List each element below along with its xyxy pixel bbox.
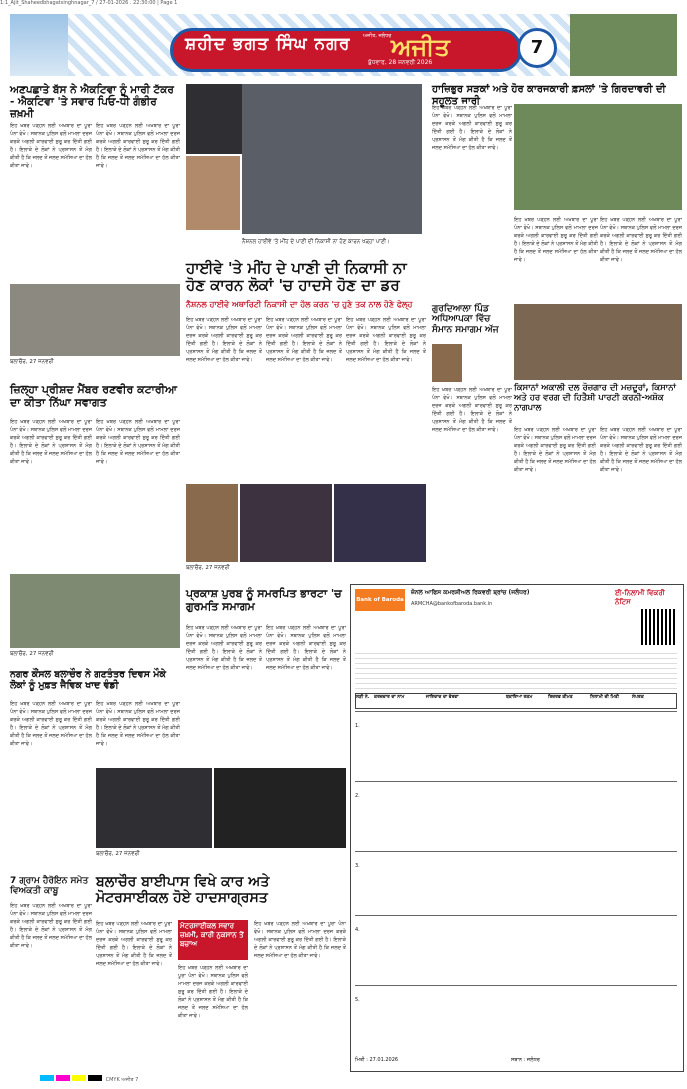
motorcycle-photo bbox=[96, 768, 212, 848]
col-reserve: ਰਿਜ਼ਰਵ ਕੀਮਤ bbox=[548, 695, 573, 700]
magenta-swatch bbox=[56, 1075, 70, 1081]
story-6-body-1: ਇਹ ਖ਼ਬਰ ਪੜ੍ਹਨ ਲਈ ਅਖ਼ਬਾਰ ਦਾ ਪੂਰਾ ਪੰਨਾ ਵੇਖੋ। ਸਥਾਨਕ ਪੁਲਿਸ ਵਲੋਂ ਮਾਮਲਾ ਦਰਜ ਕਰਕੇ ਅਗਲੀ ਕਾਰਵਾਈ ਸ਼ੁਰੂ ਕਰ ਦਿੱਤੀ ਗਈ ਹੈ। ਇਲਾਕੇ ਦੇ ਲੋਕਾਂ ਨੇ ਪ੍ਰਸ਼ਾਸਨ ਤੋਂ ਮੰਗ ਕੀਤੀ ਹੈ ਕਿ ਜਲਦ ਤੋਂ ਜਲਦ ਸਮੱਸਿਆ ਦਾ ਹੱਲ ਕੀਤਾ ਜਾਵੇ। bbox=[514, 427, 596, 473]
story-5-body: ਇਹ ਖ਼ਬਰ ਪੜ੍ਹਨ ਲਈ ਅਖ਼ਬਾਰ ਦਾ ਪੂਰਾ ਪੰਨਾ ਵੇਖੋ। ਸਥਾਨਕ ਪੁਲਿਸ ਵਲੋਂ ਮਾਮਲਾ ਦਰਜ ਕਰਕੇ ਅਗਲੀ ਕਾਰਵਾਈ ਸ਼ੁਰੂ ਕਰ ਦਿੱਤੀ ਗਈ ਹੈ। ਇਲਾਕੇ ਦੇ ਲੋਕਾਂ ਨੇ ਪ੍ਰਸ਼ਾਸਨ ਤੋਂ ਮੰਗ ਕੀਤੀ ਹੈ ਕਿ ਜਲਦ ਤੋਂ ਜਲਦ ਸਮੱਸਿਆ ਦਾ ਹੱਲ ਕੀਤਾ ਜਾਵੇ। bbox=[432, 387, 512, 433]
story-10-body-2: ਇਹ ਖ਼ਬਰ ਪੜ੍ਹਨ ਲਈ ਅਖ਼ਬਾਰ ਦਾ ਪੂਰਾ ਪੰਨਾ ਵੇਖੋ। ਸਥਾਨਕ ਪੁਲਿਸ ਵਲੋਂ ਮਾਮਲਾ ਦਰਜ ਕਰਕੇ ਅਗਲੀ ਕਾਰਵਾਈ ਸ਼ੁਰੂ ਕਰ ਦਿੱਤੀ ਗਈ ਹੈ। ਇਲਾਕੇ ਦੇ ਲੋਕਾਂ ਨੇ ਪ੍ਰਸ਼ਾਸਨ ਤੋਂ ਮੰਗ ਕੀਤੀ ਹੈ ਕਿ ਜਲਦ ਤੋਂ ਜਲਦ ਸਮੱਸਿਆ ਦਾ ਹੱਲ ਕੀਤਾ ਜਾਵੇ। bbox=[178, 965, 248, 1019]
col-property: ਜਾਇਦਾਦ ਦਾ ਵੇਰਵਾ bbox=[426, 695, 459, 700]
story-2-body-2: ਇਹ ਖ਼ਬਰ ਪੜ੍ਹਨ ਲਈ ਅਖ਼ਬਾਰ ਦਾ ਪੂਰਾ ਪੰਨਾ ਵੇਖੋ। ਸਥਾਨਕ ਪੁਲਿਸ ਵਲੋਂ ਮਾਮਲਾ ਦਰਜ ਕਰਕੇ ਅਗਲੀ ਕਾਰਵਾਈ ਸ਼ੁਰੂ ਕਰ ਦਿੱਤੀ ਗਈ ਹੈ। ਇਲਾਕੇ ਦੇ ਲੋਕਾਂ ਨੇ ਪ੍ਰਸ਼ਾਸਨ ਤੋਂ ਮੰਗ ਕੀਤੀ ਹੈ ਕਿ ਜਲਦ ਤੋਂ ਜਲਦ ਸਮੱਸਿਆ ਦਾ ਹੱਲ ਕੀਤਾ ਜਾਵੇ। bbox=[266, 317, 342, 363]
story-5-headline: ਗੁਰਦਿਆਲਾ ਪਿੰਡ ਅਧਿਆਪਕਾ ਵਿੱਚ ਸੰਮਾਨ ਸਮਾਗਮ ਅੱਜ bbox=[432, 304, 499, 335]
table-row bbox=[355, 711, 677, 782]
story-7-body-2: ਇਹ ਖ਼ਬਰ ਪੜ੍ਹਨ ਲਈ ਅਖ਼ਬਾਰ ਦਾ ਪੂਰਾ ਪੰਨਾ ਵੇਖੋ। ਸਥਾਨਕ ਪੁਲਿਸ ਵਲੋਂ ਮਾਮਲਾ ਦਰਜ ਕਰਕੇ ਅਗਲੀ ਕਾਰਵਾਈ ਸ਼ੁਰੂ ਕਰ ਦਿੱਤੀ ਗਈ ਹੈ। ਇਲਾਕੇ ਦੇ ਲੋਕਾਂ ਨੇ ਪ੍ਰਸ਼ਾਸਨ ਤੋਂ ਮੰਗ ਕੀਤੀ ਹੈ ਕਿ ਜਲਦ ਤੋਂ ਜਲਦ ਸਮੱਸਿਆ ਦਾ ਹੱਲ ਕੀਤਾ ਜਾਵੇ। bbox=[266, 625, 346, 671]
story-9-headline: 7 ਗ੍ਰਾਮ ਹੈਰੋਇਨ ਸਮੇਤ ਵਿਅਕਤੀ ਕਾਬੂ bbox=[10, 876, 89, 897]
col-date: ਨਿਲਾਮੀ ਦੀ ਮਿਤੀ bbox=[590, 695, 620, 700]
story-3-body: ਇਹ ਖ਼ਬਰ ਪੜ੍ਹਨ ਲਈ ਅਖ਼ਬਾਰ ਦਾ ਪੂਰਾ ਪੰਨਾ ਵੇਖੋ। ਸਥਾਨਕ ਪੁਲਿਸ ਵਲੋਂ ਮਾਮਲਾ ਦਰਜ ਕਰਕੇ ਅਗਲੀ ਕਾਰਵਾਈ ਸ਼ੁਰੂ ਕਰ ਦਿੱਤੀ ਗਈ ਹੈ। ਇਲਾਕੇ ਦੇ ਲੋਕਾਂ ਨੇ ਪ੍ਰਸ਼ਾਸਨ ਤੋਂ ਮੰਗ ਕੀਤੀ ਹੈ ਕਿ ਜਲਦ ਤੋਂ ਜਲਦ ਸਮੱਸਿਆ ਦਾ ਹੱਲ ਕੀਤਾ ਜਾਵੇ। bbox=[432, 105, 512, 151]
story-10-body-3: ਇਹ ਖ਼ਬਰ ਪੜ੍ਹਨ ਲਈ ਅਖ਼ਬਾਰ ਦਾ ਪੂਰਾ ਪੰਨਾ ਵੇਖੋ। ਸਥਾਨਕ ਪੁਲਿਸ ਵਲੋਂ ਮਾਮਲਾ ਦਰਜ ਕਰਕੇ ਅਗਲੀ ਕਾਰਵਾਈ ਸ਼ੁਰੂ ਕਰ ਦਿੱਤੀ ਗਈ ਹੈ। ਇਲਾਕੇ ਦੇ ਲੋਕਾਂ ਨੇ ਪ੍ਰਸ਼ਾਸਨ ਤੋਂ ਮੰਗ ਕੀਤੀ ਹੈ ਕਿ ਜਲਦ ਤੋਂ ਜਲਦ ਸਮੱਸਿਆ ਦਾ ਹੱਲ ਕੀਤਾ ਜਾਵੇ। bbox=[254, 921, 346, 959]
samagam-photo-3 bbox=[334, 484, 426, 562]
black-swatch bbox=[88, 1075, 102, 1081]
ad-email: ARMCHA@bankofbaroda.bank.in bbox=[411, 601, 493, 607]
car-photo bbox=[214, 768, 346, 848]
col-contact: ਸੰਪਰਕ bbox=[632, 695, 644, 700]
story-2-subhead: ਨੈਸ਼ਨਲ ਹਾਈਵੇ ਅਥਾਰਿਟੀ ਨਿਕਾਸੀ ਦਾ ਹੱਲ ਕਰਨ 'ਚ ਹੁਣੇ ਤਕ ਨਾਲ ਹੋਣੇ ਫੇਲ੍ਹ bbox=[186, 300, 413, 309]
table-row bbox=[355, 985, 677, 1046]
ad-terms-text bbox=[355, 649, 677, 689]
story-7-body-1: ਇਹ ਖ਼ਬਰ ਪੜ੍ਹਨ ਲਈ ਅਖ਼ਬਾਰ ਦਾ ਪੂਰਾ ਪੰਨਾ ਵੇਖੋ। ਸਥਾਨਕ ਪੁਲਿਸ ਵਲੋਂ ਮਾਮਲਾ ਦਰਜ ਕਰਕੇ ਅਗਲੀ ਕਾਰਵਾਈ ਸ਼ੁਰੂ ਕਰ ਦਿੱਤੀ ਗਈ ਹੈ। ਇਲਾਕੇ ਦੇ ਲੋਕਾਂ ਨੇ ਪ੍ਰਸ਼ਾਸਨ ਤੋਂ ਮੰਗ ਕੀਤੀ ਹੈ ਕਿ ਜਲਦ ਤੋਂ ਜਲਦ ਸਮੱਸਿਆ ਦਾ ਹੱਲ ਕੀਤਾ ਜਾਵੇ। bbox=[186, 625, 262, 671]
field-inspection-photo bbox=[514, 104, 682, 210]
meeting-photo bbox=[514, 304, 682, 380]
ad-table-header bbox=[355, 693, 677, 709]
qr-code-icon bbox=[641, 609, 677, 645]
row-number: 5. bbox=[355, 997, 360, 1003]
masthead bbox=[10, 14, 677, 76]
table-row bbox=[355, 781, 677, 852]
col-serial: ਲੜੀ ਨੰ. bbox=[356, 695, 370, 700]
accident-caption: ਬਲਾਚੌਰ, 27 ਜਨਵਰੀ bbox=[96, 851, 140, 857]
bottom-bar bbox=[0, 1075, 687, 1089]
bank-auction-ad bbox=[350, 584, 684, 1072]
bottom-label: CMYK ਅਜੀਤ 7 bbox=[105, 1077, 139, 1083]
row-number: 4. bbox=[355, 927, 360, 933]
story-3-headline: ਹਾਜ਼ਿਭੁਰ ਸੜਕਾਂ ਅਤੇ ਹੋਰ ਕਾਰਜਕਾਰੀ ਫ਼ਸਲਾਂ 'ਤੇ ਗਿਰਦਾਵਰੀ ਦੀ ਸਹੂਲਤ ਜਾਰੀ bbox=[432, 84, 666, 107]
story-4-body-1: ਇਹ ਖ਼ਬਰ ਪੜ੍ਹਨ ਲਈ ਅਖ਼ਬਾਰ ਦਾ ਪੂਰਾ ਪੰਨਾ ਵੇਖੋ। ਸਥਾਨਕ ਪੁਲਿਸ ਵਲੋਂ ਮਾਮਲਾ ਦਰਜ ਕਰਕੇ ਅਗਲੀ ਕਾਰਵਾਈ ਸ਼ੁਰੂ ਕਰ ਦਿੱਤੀ ਗਈ ਹੈ। ਇਲਾਕੇ ਦੇ ਲੋਕਾਂ ਨੇ ਪ੍ਰਸ਼ਾਸਨ ਤੋਂ ਮੰਗ ਕੀਤੀ ਹੈ ਕਿ ਜਲਦ ਤੋਂ ਜਲਦ ਸਮੱਸਿਆ ਦਾ ਹੱਲ ਕੀਤਾ ਜਾਵੇ। bbox=[10, 419, 92, 465]
row-number: 1. bbox=[355, 723, 360, 729]
statue-photo bbox=[10, 14, 68, 76]
story-1-body: ਇਹ ਖ਼ਬਰ ਪੜ੍ਹਨ ਲਈ ਅਖ਼ਬਾਰ ਦਾ ਪੂਰਾ ਪੰਨਾ ਵੇਖੋ। ਸਥਾਨਕ ਪੁਲਿਸ ਵਲੋਂ ਮਾਮਲਾ ਦਰਜ ਕਰਕੇ ਅਗਲੀ ਕਾਰਵਾਈ ਸ਼ੁਰੂ ਕਰ ਦਿੱਤੀ ਗਈ ਹੈ। ਇਲਾਕੇ ਦੇ ਲੋਕਾਂ ਨੇ ਪ੍ਰਸ਼ਾਸਨ ਤੋਂ ਮੰਗ ਕੀਤੀ ਹੈ ਕਿ ਜਲਦ ਤੋਂ ਜਲਦ ਸਮੱਸਿਆ ਦਾ ਹੱਲ ਕੀਤਾ ਜਾਵੇ। bbox=[10, 123, 92, 169]
masthead-title: ਸ਼ਹੀਦ ਭਗਤ ਸਿੰਘ ਨਗਰ bbox=[185, 34, 351, 54]
row-number: 2. bbox=[355, 793, 360, 799]
photo-caption-1: ਬਲਾਚੌਰ, 27 ਜਨਵਰੀ bbox=[10, 359, 54, 365]
masthead-brand: ਅਜੀਤ bbox=[391, 33, 450, 61]
story-10-headline: ਬਲਾਚੌਰ ਬਾਈਪਾਸ ਵਿਖੇ ਕਾਰ ਅਤੇ ਮੋਟਰਸਾਈਕਲ ਹੋਏ ਹਾਦਸਾਗ੍ਰਸਤ bbox=[96, 874, 270, 907]
masthead-subtitle: ਅਜੀਤ, ਜਲੰਧਰ bbox=[363, 33, 392, 39]
story-1-headline: ਅਣਪਛਾਤੇ ਬੱਸ ਨੇ ਐਕਟਿਵਾ ਨੂੰ ਮਾਰੀ ਟੱਕਰ - ਐਕਟਿਵਾ 'ਤੇ ਸਵਾਰ ਪਿਓ-ਧੀ ਗੰਭੀਰ ਜ਼ਖ਼ਮੀ bbox=[10, 84, 174, 121]
page-number: 7 bbox=[517, 28, 557, 68]
cyan-swatch bbox=[40, 1075, 54, 1081]
story-3-body-3: ਇਹ ਖ਼ਬਰ ਪੜ੍ਹਨ ਲਈ ਅਖ਼ਬਾਰ ਦਾ ਪੂਰਾ ਪੰਨਾ ਵੇਖੋ। ਸਥਾਨਕ ਪੁਲਿਸ ਵਲੋਂ ਮਾਮਲਾ ਦਰਜ ਕਰਕੇ ਅਗਲੀ ਕਾਰਵਾਈ ਸ਼ੁਰੂ ਕਰ ਦਿੱਤੀ ਗਈ ਹੈ। ਇਲਾਕੇ ਦੇ ਲੋਕਾਂ ਨੇ ਪ੍ਰਸ਼ਾਸਨ ਤੋਂ ਮੰਗ ਕੀਤੀ ਹੈ ਕਿ ਜਲਦ ਤੋਂ ਜਲਦ ਸਮੱਸਿਆ ਦਾ ਹੱਲ ਕੀਤਾ ਜਾਵੇ। bbox=[600, 217, 682, 263]
story-10-highlight-box: ਮੋਟਰਸਾਈਕਲ ਸਵਾਰ ਜ਼ਖ਼ਮੀ, ਕਾਰੀ ਨੁਕਸਾਨ ਤੋਂ ਬਚਾਅ bbox=[178, 920, 248, 960]
table-row bbox=[355, 915, 677, 986]
ad-title: ਈ-ਨਿਲਾਮੀ ਵਿਕਰੀ ਨੋਟਿਸ bbox=[615, 589, 665, 606]
flooded-road-photo bbox=[242, 84, 422, 234]
masthead-date: ਬੁੱਧਵਾਰ, 28 ਜਨਵਰੀ 2026 bbox=[368, 59, 433, 66]
story-1-body-2: ਇਹ ਖ਼ਬਰ ਪੜ੍ਹਨ ਲਈ ਅਖ਼ਬਾਰ ਦਾ ਪੂਰਾ ਪੰਨਾ ਵੇਖੋ। ਸਥਾਨਕ ਪੁਲਿਸ ਵਲੋਂ ਮਾਮਲਾ ਦਰਜ ਕਰਕੇ ਅਗਲੀ ਕਾਰਵਾਈ ਸ਼ੁਰੂ ਕਰ ਦਿੱਤੀ ਗਈ ਹੈ। ਇਲਾਕੇ ਦੇ ਲੋਕਾਂ ਨੇ ਪ੍ਰਸ਼ਾਸਨ ਤੋਂ ਮੰਗ ਕੀਤੀ ਹੈ ਕਿ ਜਲਦ ਤੋਂ ਜਲਦ ਸਮੱਸਿਆ ਦਾ ਹੱਲ ਕੀਤਾ ਜਾਵੇ। bbox=[96, 123, 180, 169]
group-photo-1 bbox=[10, 284, 180, 356]
ad-footer-date: ਮਿਤੀ : 27.01.2026 bbox=[355, 1057, 399, 1063]
story-8-body-2: ਇਹ ਖ਼ਬਰ ਪੜ੍ਹਨ ਲਈ ਅਖ਼ਬਾਰ ਦਾ ਪੂਰਾ ਪੰਨਾ ਵੇਖੋ। ਸਥਾਨਕ ਪੁਲਿਸ ਵਲੋਂ ਮਾਮਲਾ ਦਰਜ ਕਰਕੇ ਅਗਲੀ ਕਾਰਵਾਈ ਸ਼ੁਰੂ ਕਰ ਦਿੱਤੀ ਗਈ ਹੈ। ਇਲਾਕੇ ਦੇ ਲੋਕਾਂ ਨੇ ਪ੍ਰਸ਼ਾਸਨ ਤੋਂ ਮੰਗ ਕੀਤੀ ਹੈ ਕਿ ਜਲਦ ਤੋਂ ਜਲਦ ਸਮੱਸਿਆ ਦਾ ਹੱਲ ਕੀਤਾ ਜਾਵੇ। bbox=[96, 701, 180, 747]
story-7-headline: ਪ੍ਰਕਾਸ਼ ਪੁਰਬ ਨੂੰ ਸਮਰਪਿਤ ਭਾਰਟਾ 'ਚ ਗੁਰਮਤਿ ਸਮਾਗਮ bbox=[186, 587, 342, 613]
samagam-caption: ਬਲਾਚੌਰ, 27 ਜਨਵਰੀ bbox=[186, 565, 230, 571]
samagam-photo-2 bbox=[240, 484, 332, 562]
highway-caption: ਨੈਸ਼ਨਲ ਹਾਈਵੇ 'ਤੇ ਮੀਂਹ ਦੇ ਪਾਣੀ ਦੀ ਨਿਕਾਸੀ ਨਾ ਹੋਣ ਕਾਰਨ ਖੜ੍ਹਾ ਪਾਣੀ। bbox=[242, 239, 390, 245]
story-4-headline: ਜ਼ਿਲ੍ਹਾ ਪ੍ਰੀਸ਼ਦ ਮੈਂਬਰ ਰਣਵੀਰ ਕਟਾਰੀਆ ਦਾ ਕੀਤਾ ਨਿੱਘਾ ਸਵਾਗਤ bbox=[10, 383, 177, 409]
story-2-headline: ਹਾਈਵੇ 'ਤੇ ਮੀਂਹ ਦੇ ਪਾਣੀ ਦੀ ਨਿਕਾਸੀ ਨਾ ਹੋਣ ਕਾਰਨ ਲੋਕਾਂ 'ਚ ਹਾਦਸੇ ਹੋਣ ਦਾ ਡਰ bbox=[186, 259, 407, 295]
file-header: 1:1_Ajit_Shaheedbhagatsinghnagar_7 / 27-01-2026 . 22:30:00 | Page 1 bbox=[0, 0, 178, 6]
ad-footer-place: ਸਥਾਨ : ਜਲੰਧਰ bbox=[511, 1057, 540, 1063]
yellow-swatch bbox=[72, 1075, 86, 1081]
table-row bbox=[355, 851, 677, 916]
council-photo bbox=[10, 574, 180, 648]
story-9-body: ਇਹ ਖ਼ਬਰ ਪੜ੍ਹਨ ਲਈ ਅਖ਼ਬਾਰ ਦਾ ਪੂਰਾ ਪੰਨਾ ਵੇਖੋ। ਸਥਾਨਕ ਪੁਲਿਸ ਵਲੋਂ ਮਾਮਲਾ ਦਰਜ ਕਰਕੇ ਅਗਲੀ ਕਾਰਵਾਈ ਸ਼ੁਰੂ ਕਰ ਦਿੱਤੀ ਗਈ ਹੈ। ਇਲਾਕੇ ਦੇ ਲੋਕਾਂ ਨੇ ਪ੍ਰਸ਼ਾਸਨ ਤੋਂ ਮੰਗ ਕੀਤੀ ਹੈ ਕਿ ਜਲਦ ਤੋਂ ਜਲਦ ਸਮੱਸਿਆ ਦਾ ਹੱਲ ਕੀਤਾ ਜਾਵੇ। bbox=[10, 903, 92, 949]
council-caption: ਬਲਾਚੌਰ, 27 ਜਨਵਰੀ bbox=[10, 651, 54, 657]
ad-header: ਜ਼ੋਨਲ ਆਫਿਸ ਕਮਰਸ਼ੀਅਲ ਰਿਕਵਰੀ ਬ੍ਰਾਂਚ (ਜਲੰਧਰ) bbox=[411, 589, 530, 596]
story-6-headline: ਕਿਸਾਨਾਂ ਅਕਾਲੀ ਦਲ ਰੋਜ਼ਗਾਰ ਦੀ ਮਜ਼ਦੂਰਾਂ, ਕਿਸਾਨਾਂ ਅਤੇ ਹਰ ਵਰਗ ਦੀ ਹਿਤੈਸ਼ੀ ਪਾਰਟੀ ਕਰਨੀ-ਅਸ਼ੋਕ ਨਾਗਪਾਲ bbox=[514, 383, 676, 413]
samagam-photo-1 bbox=[186, 484, 238, 562]
story-3-body-2: ਇਹ ਖ਼ਬਰ ਪੜ੍ਹਨ ਲਈ ਅਖ਼ਬਾਰ ਦਾ ਪੂਰਾ ਪੰਨਾ ਵੇਖੋ। ਸਥਾਨਕ ਪੁਲਿਸ ਵਲੋਂ ਮਾਮਲਾ ਦਰਜ ਕਰਕੇ ਅਗਲੀ ਕਾਰਵਾਈ ਸ਼ੁਰੂ ਕਰ ਦਿੱਤੀ ਗਈ ਹੈ। ਇਲਾਕੇ ਦੇ ਲੋਕਾਂ ਨੇ ਪ੍ਰਸ਼ਾਸਨ ਤੋਂ ਮੰਗ ਕੀਤੀ ਹੈ ਕਿ ਜਲਦ ਤੋਂ ਜਲਦ ਸਮੱਸਿਆ ਦਾ ਹੱਲ ਕੀਤਾ ਜਾਵੇ। bbox=[514, 217, 598, 263]
col-borrower: ਕਰਜ਼ਦਾਰ ਦਾ ਨਾਮ bbox=[374, 695, 405, 700]
story-8-headline: ਨਗਰ ਕੌਂਸਲ ਬਲਾਚੌਰ ਨੇ ਗਣਤੰਤਰ ਦਿਵਸ ਮੌਕੇ ਲੋਕਾਂ ਨੂੰ ਮੁਫ਼ਤ ਜੈਵਿਕ ਖਾਦ ਵੰਡੀ bbox=[10, 669, 167, 691]
story-4-body-2: ਇਹ ਖ਼ਬਰ ਪੜ੍ਹਨ ਲਈ ਅਖ਼ਬਾਰ ਦਾ ਪੂਰਾ ਪੰਨਾ ਵੇਖੋ। ਸਥਾਨਕ ਪੁਲਿਸ ਵਲੋਂ ਮਾਮਲਾ ਦਰਜ ਕਰਕੇ ਅਗਲੀ ਕਾਰਵਾਈ ਸ਼ੁਰੂ ਕਰ ਦਿੱਤੀ ਗਈ ਹੈ। ਇਲਾਕੇ ਦੇ ਲੋਕਾਂ ਨੇ ਪ੍ਰਸ਼ਾਸਨ ਤੋਂ ਮੰਗ ਕੀਤੀ ਹੈ ਕਿ ਜਲਦ ਤੋਂ ਜਲਦ ਸਮੱਸਿਆ ਦਾ ਹੱਲ ਕੀਤਾ ਜਾਵੇ। bbox=[96, 419, 180, 465]
row-number: 3. bbox=[355, 863, 360, 869]
masthead-right-photo bbox=[570, 14, 677, 76]
portrait-photo bbox=[186, 156, 240, 230]
story-2-body-1: ਇਹ ਖ਼ਬਰ ਪੜ੍ਹਨ ਲਈ ਅਖ਼ਬਾਰ ਦਾ ਪੂਰਾ ਪੰਨਾ ਵੇਖੋ। ਸਥਾਨਕ ਪੁਲਿਸ ਵਲੋਂ ਮਾਮਲਾ ਦਰਜ ਕਰਕੇ ਅਗਲੀ ਕਾਰਵਾਈ ਸ਼ੁਰੂ ਕਰ ਦਿੱਤੀ ਗਈ ਹੈ। ਇਲਾਕੇ ਦੇ ਲੋਕਾਂ ਨੇ ਪ੍ਰਸ਼ਾਸਨ ਤੋਂ ਮੰਗ ਕੀਤੀ ਹੈ ਕਿ ਜਲਦ ਤੋਂ ਜਲਦ ਸਮੱਸਿਆ ਦਾ ਹੱਲ ਕੀਤਾ ਜਾਵੇ। bbox=[186, 317, 262, 363]
story-10-body-1: ਇਹ ਖ਼ਬਰ ਪੜ੍ਹਨ ਲਈ ਅਖ਼ਬਾਰ ਦਾ ਪੂਰਾ ਪੰਨਾ ਵੇਖੋ। ਸਥਾਨਕ ਪੁਲਿਸ ਵਲੋਂ ਮਾਮਲਾ ਦਰਜ ਕਰਕੇ ਅਗਲੀ ਕਾਰਵਾਈ ਸ਼ੁਰੂ ਕਰ ਦਿੱਤੀ ਗਈ ਹੈ। ਇਲਾਕੇ ਦੇ ਲੋਕਾਂ ਨੇ ਪ੍ਰਸ਼ਾਸਨ ਤੋਂ ਮੰਗ ਕੀਤੀ ਹੈ ਕਿ ਜਲਦ ਤੋਂ ਜਲਦ ਸਮੱਸਿਆ ਦਾ ਹੱਲ ਕੀਤਾ ਜਾਵੇ। bbox=[96, 921, 172, 967]
portrait-photo-2 bbox=[432, 344, 462, 382]
masthead-banner bbox=[170, 28, 522, 72]
story-2-body-3: ਇਹ ਖ਼ਬਰ ਪੜ੍ਹਨ ਲਈ ਅਖ਼ਬਾਰ ਦਾ ਪੂਰਾ ਪੰਨਾ ਵੇਖੋ। ਸਥਾਨਕ ਪੁਲਿਸ ਵਲੋਂ ਮਾਮਲਾ ਦਰਜ ਕਰਕੇ ਅਗਲੀ ਕਾਰਵਾਈ ਸ਼ੁਰੂ ਕਰ ਦਿੱਤੀ ਗਈ ਹੈ। ਇਲਾਕੇ ਦੇ ਲੋਕਾਂ ਨੇ ਪ੍ਰਸ਼ਾਸਨ ਤੋਂ ਮੰਗ ਕੀਤੀ ਹੈ ਕਿ ਜਲਦ ਤੋਂ ਜਲਦ ਸਮੱਸਿਆ ਦਾ ਹੱਲ ਕੀਤਾ ਜਾਵੇ। bbox=[346, 317, 426, 363]
col-dues: ਬਕਾਇਆ ਰਕਮ bbox=[506, 695, 533, 700]
story-8-body-1: ਇਹ ਖ਼ਬਰ ਪੜ੍ਹਨ ਲਈ ਅਖ਼ਬਾਰ ਦਾ ਪੂਰਾ ਪੰਨਾ ਵੇਖੋ। ਸਥਾਨਕ ਪੁਲਿਸ ਵਲੋਂ ਮਾਮਲਾ ਦਰਜ ਕਰਕੇ ਅਗਲੀ ਕਾਰਵਾਈ ਸ਼ੁਰੂ ਕਰ ਦਿੱਤੀ ਗਈ ਹੈ। ਇਲਾਕੇ ਦੇ ਲੋਕਾਂ ਨੇ ਪ੍ਰਸ਼ਾਸਨ ਤੋਂ ਮੰਗ ਕੀਤੀ ਹੈ ਕਿ ਜਲਦ ਤੋਂ ਜਲਦ ਸਮੱਸਿਆ ਦਾ ਹੱਲ ਕੀਤਾ ਜਾਵੇ। bbox=[10, 701, 92, 747]
story-6-body-2: ਇਹ ਖ਼ਬਰ ਪੜ੍ਹਨ ਲਈ ਅਖ਼ਬਾਰ ਦਾ ਪੂਰਾ ਪੰਨਾ ਵੇਖੋ। ਸਥਾਨਕ ਪੁਲਿਸ ਵਲੋਂ ਮਾਮਲਾ ਦਰਜ ਕਰਕੇ ਅਗਲੀ ਕਾਰਵਾਈ ਸ਼ੁਰੂ ਕਰ ਦਿੱਤੀ ਗਈ ਹੈ। ਇਲਾਕੇ ਦੇ ਲੋਕਾਂ ਨੇ ਪ੍ਰਸ਼ਾਸਨ ਤੋਂ ਮੰਗ ਕੀਤੀ ਹੈ ਕਿ ਜਲਦ ਤੋਂ ਜਲਦ ਸਮੱਸਿਆ ਦਾ ਹੱਲ ਕੀਤਾ ਜਾਵੇ। bbox=[600, 427, 682, 473]
bank-logo: Bank of Baroda bbox=[355, 589, 405, 611]
